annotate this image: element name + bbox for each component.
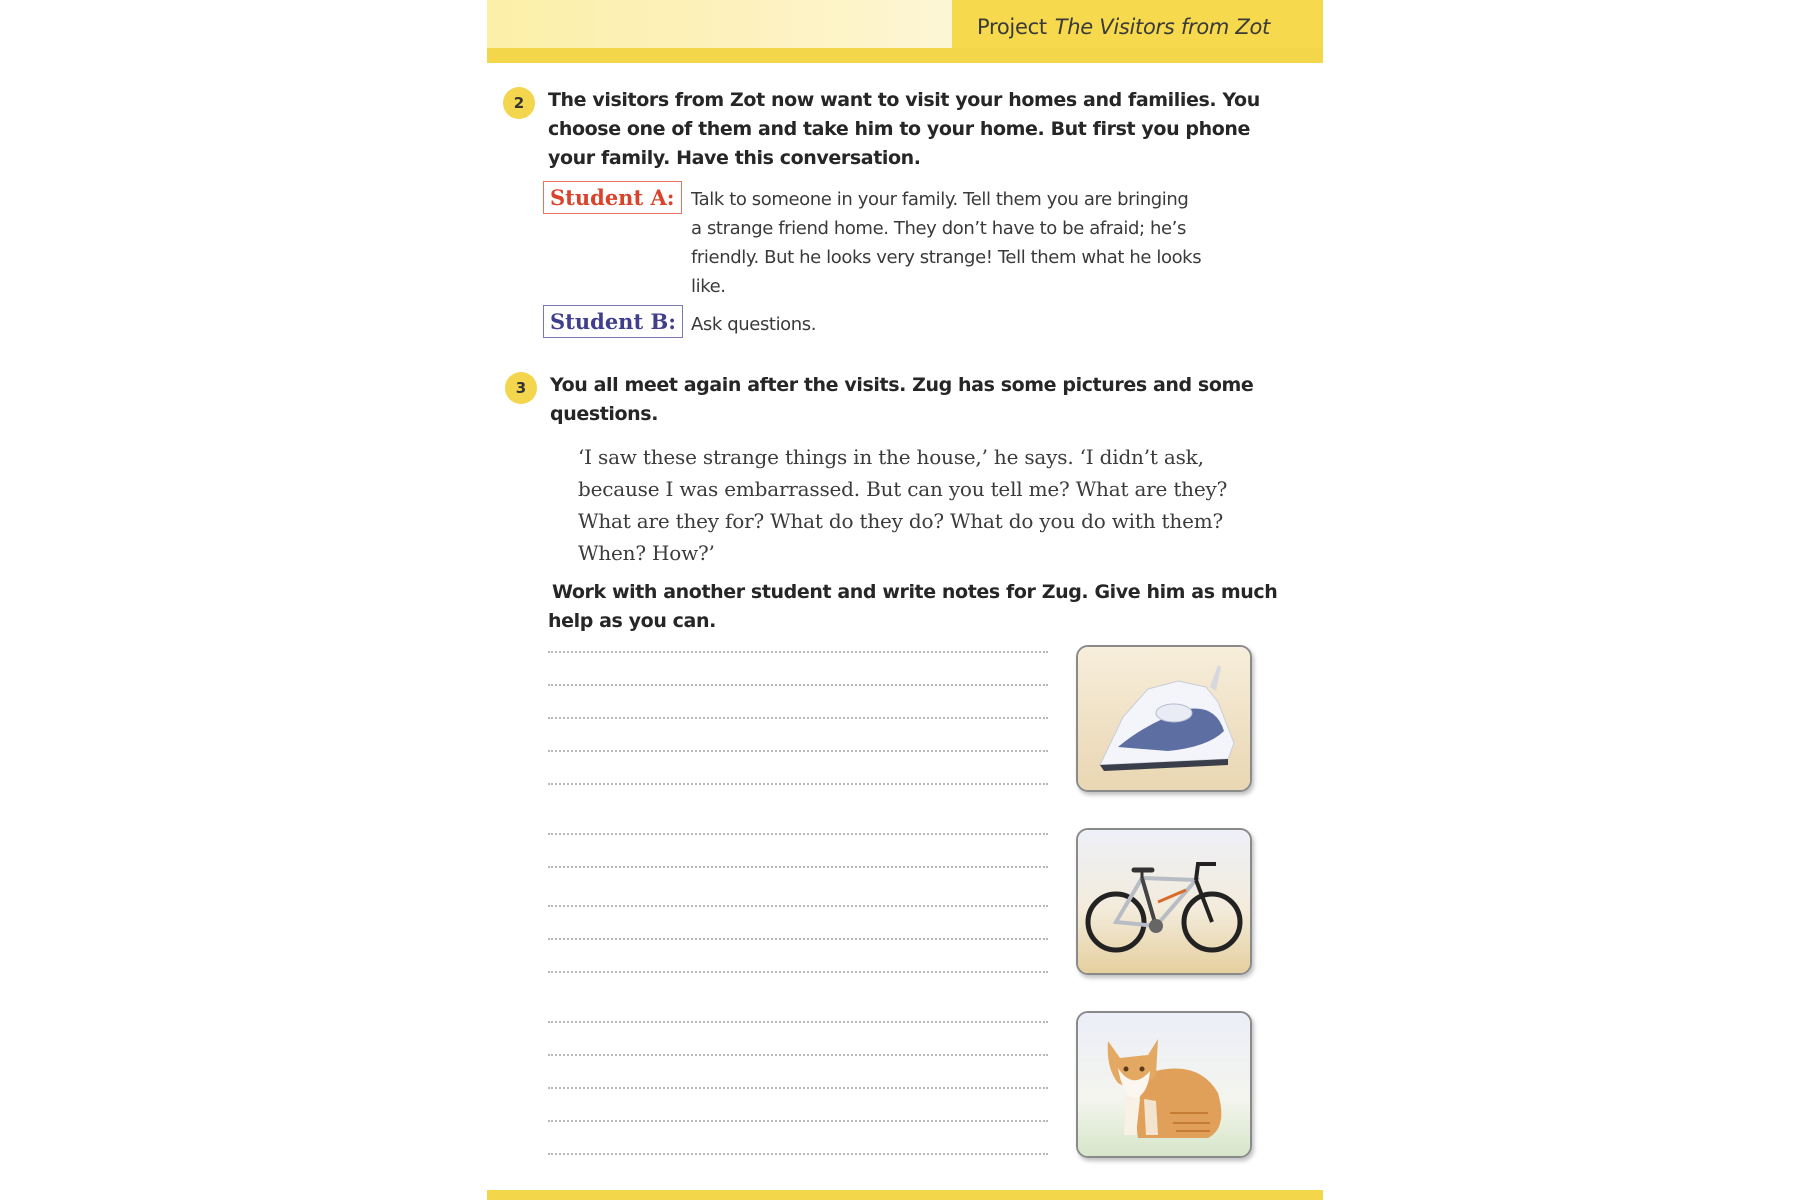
quote-line: When? How?’ xyxy=(578,541,715,565)
project-title: The Visitors from Zot xyxy=(1054,15,1270,39)
cat-picture xyxy=(1076,1011,1252,1158)
writing-line[interactable] xyxy=(548,833,1048,835)
writing-line[interactable] xyxy=(548,717,1048,719)
instruction-line: help as you can. xyxy=(548,610,716,632)
writing-line[interactable] xyxy=(548,1120,1048,1122)
zug-quote xyxy=(578,441,1227,569)
exercise-2-instruction xyxy=(548,86,1260,173)
instruction-line: The visitors from Zot now want to visit your homes and families. You xyxy=(548,89,1260,111)
writing-line[interactable] xyxy=(548,971,1048,973)
instruction-line: questions. xyxy=(550,403,659,425)
writing-line[interactable] xyxy=(548,905,1048,907)
exercise-number-badge: 3 xyxy=(505,372,537,404)
footer-band xyxy=(487,1190,1323,1200)
bicycle-picture xyxy=(1076,828,1252,975)
writing-line[interactable] xyxy=(548,938,1048,940)
page-title xyxy=(977,15,1270,39)
quote-line: What are they for? What do they do? What do you do with them? xyxy=(578,509,1223,533)
writing-line[interactable] xyxy=(548,1021,1048,1023)
quote-line: ‘I saw these strange things in the house,’ he says. ‘I didn’t ask, xyxy=(578,445,1204,469)
writing-line[interactable] xyxy=(548,1087,1048,1089)
task-instruction xyxy=(548,578,1277,636)
instruction-line: Work with another student and write notes for Zug. Give him as much xyxy=(552,581,1278,603)
student-a-label: Student A: xyxy=(543,181,682,214)
writing-line[interactable] xyxy=(548,866,1048,868)
student-a-text xyxy=(691,185,1201,301)
header-band-light xyxy=(487,0,952,48)
iron-picture xyxy=(1076,645,1252,792)
student-b-text: Ask questions. xyxy=(691,314,817,335)
exercise-number-badge: 2 xyxy=(503,87,535,119)
writing-line[interactable] xyxy=(548,684,1048,686)
writing-line[interactable] xyxy=(548,1054,1048,1056)
instruction-line: You all meet again after the visits. Zug has some pictures and some xyxy=(550,374,1254,396)
text-line: a strange friend home. They don’t have to be afraid; he’s xyxy=(691,218,1186,239)
header-stripe xyxy=(487,48,1323,63)
instruction-line: choose one of them and take him to your home. But first you phone xyxy=(548,118,1251,140)
workbook-page xyxy=(487,0,1323,1200)
text-line: like. xyxy=(691,276,726,297)
student-b-label: Student B: xyxy=(543,305,683,338)
writing-line[interactable] xyxy=(548,783,1048,785)
text-line: friendly. But he looks very strange! Tell them what he looks xyxy=(691,247,1202,268)
writing-line[interactable] xyxy=(548,651,1048,653)
cat-icon xyxy=(1078,1013,1250,1156)
section-label: Project xyxy=(977,15,1047,39)
exercise-3-instruction xyxy=(550,371,1253,429)
text-line: Talk to someone in your family. Tell them you are bringing xyxy=(691,189,1189,210)
iron-icon xyxy=(1078,647,1250,790)
writing-line[interactable] xyxy=(548,750,1048,752)
quote-line: because I was embarrassed. But can you tell me? What are they? xyxy=(578,477,1228,501)
instruction-line: your family. Have this conversation. xyxy=(548,147,921,169)
bicycle-icon xyxy=(1078,830,1250,973)
writing-line[interactable] xyxy=(548,1153,1048,1155)
